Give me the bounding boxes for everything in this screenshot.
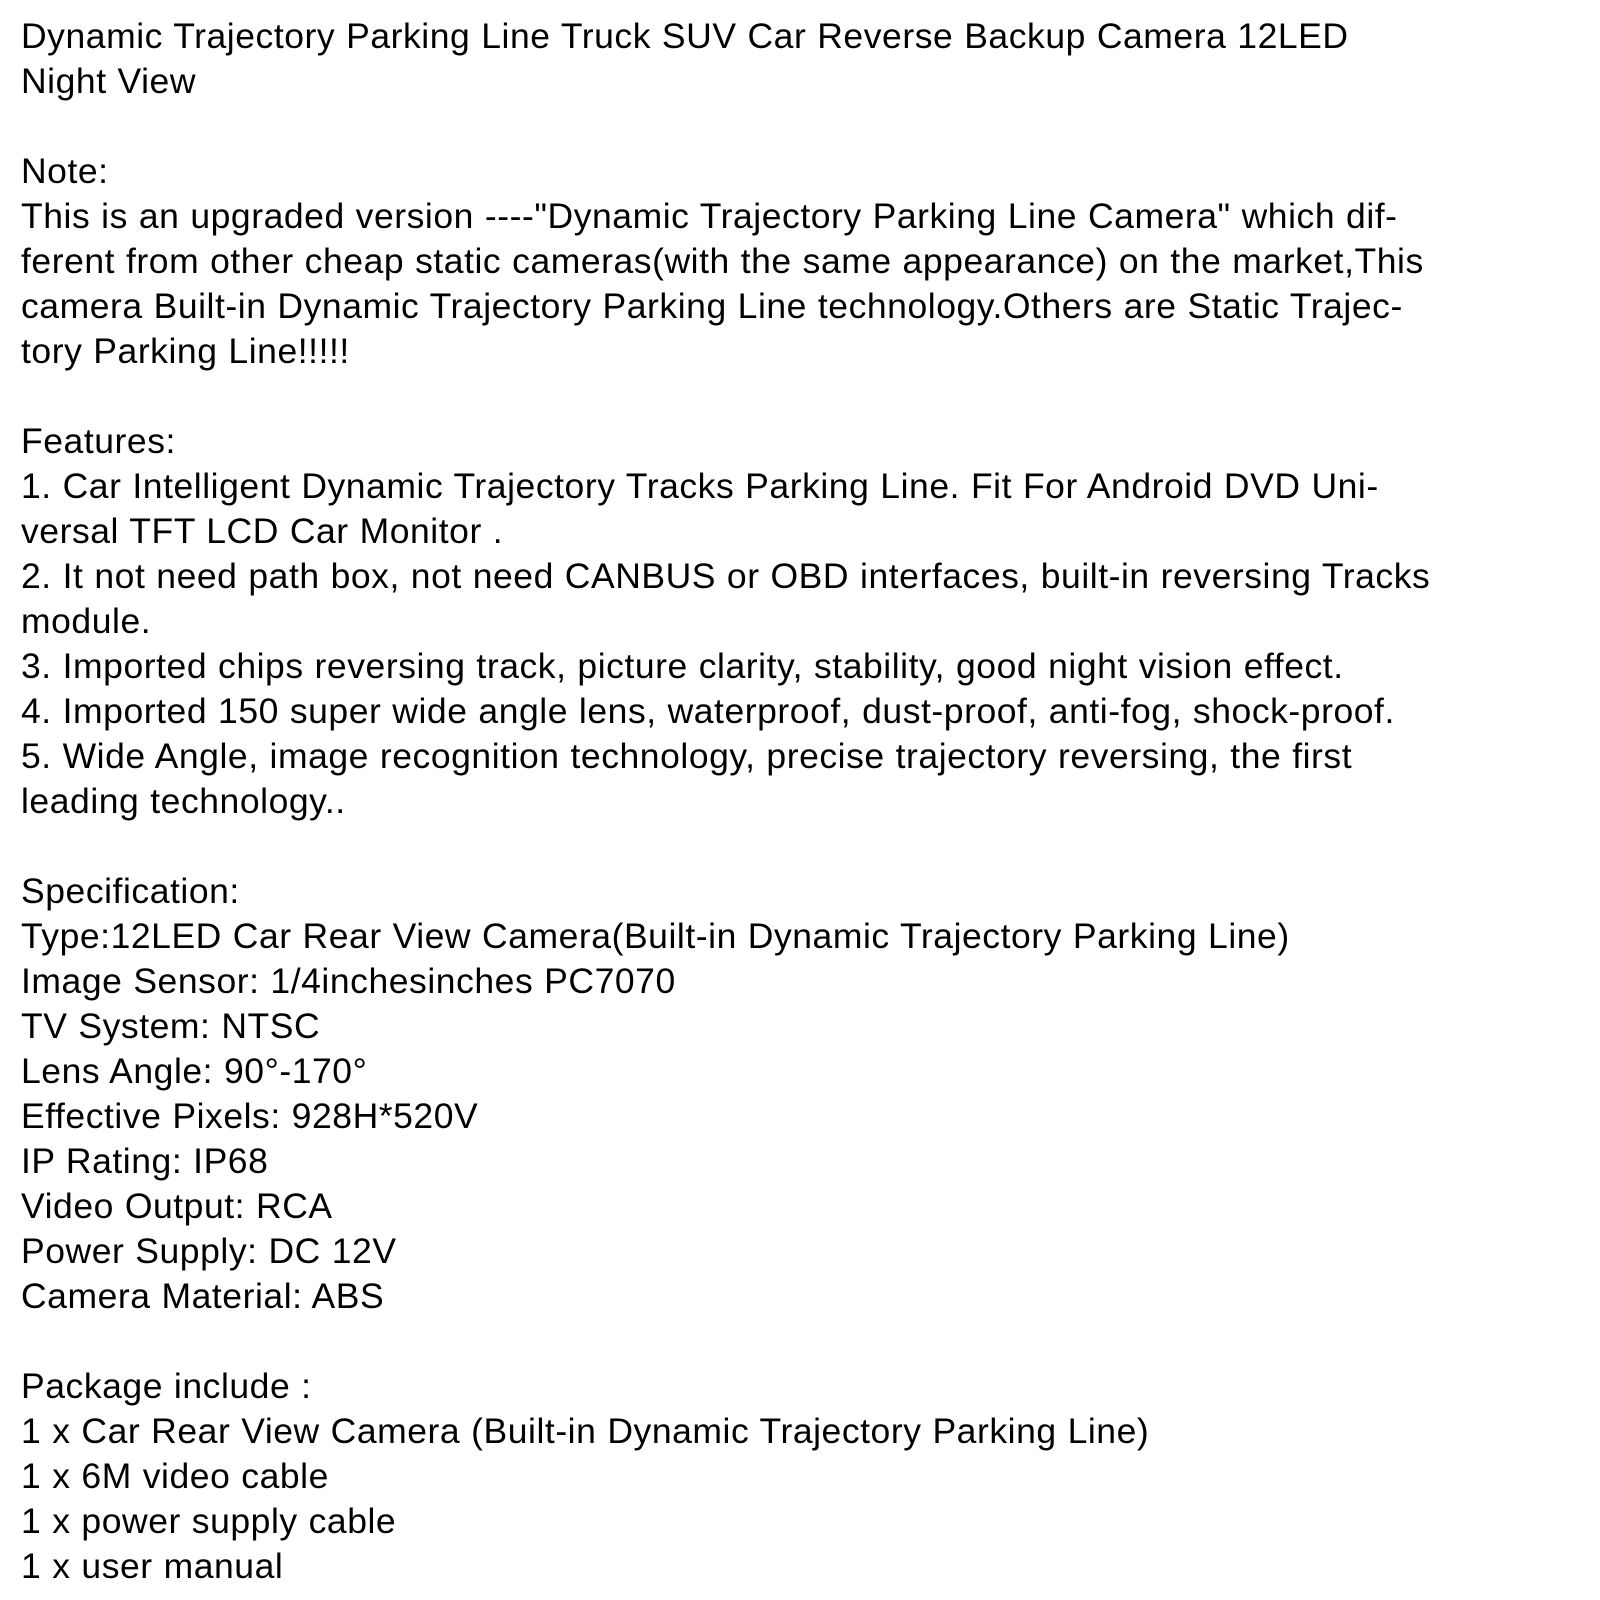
- spec-line: Video Output: RCA: [21, 1186, 333, 1226]
- spacer: [21, 104, 1586, 149]
- spacer: [21, 824, 1586, 869]
- note-heading: Note:: [21, 151, 109, 191]
- spec-line: Type:12LED Car Rear View Camera(Built-in Dynamic Trajectory Parking Line): [21, 916, 1290, 956]
- product-description: [21, 14, 1586, 1589]
- package-line: 1 x Car Rear View Camera (Built-in Dynamic Trajectory Parking Line): [21, 1411, 1150, 1451]
- package-line: 1 x power supply cable: [21, 1501, 397, 1541]
- feature-line: 1. Car Intelligent Dynamic Trajectory Tracks Parking Line. Fit For Android DVD Uni-: [21, 466, 1379, 506]
- features-heading: Features:: [21, 421, 176, 461]
- spec-line: Lens Angle: 90°-170°: [21, 1051, 368, 1091]
- spec-line: Effective Pixels: 928H*520V: [21, 1096, 479, 1136]
- feature-line: 4. Imported 150 super wide angle lens, waterproof, dust-proof, anti-fog, shock-proof.: [21, 691, 1395, 731]
- spacer: [21, 374, 1586, 419]
- feature-line: 2. It not need path box, not need CANBUS or OBD interfaces, built-in reversing Tracks: [21, 556, 1431, 596]
- note-section: [21, 149, 1586, 374]
- spec-line: Power Supply: DC 12V: [21, 1231, 397, 1271]
- spec-line: IP Rating: IP68: [21, 1141, 269, 1181]
- spec-line: Image Sensor: 1/4inchesinches PC7070: [21, 961, 676, 1001]
- spec-line: TV System: NTSC: [21, 1006, 321, 1046]
- feature-line: 5. Wide Angle, image recognition technology, precise trajectory reversing, the first: [21, 736, 1353, 776]
- package-line: 1 x user manual: [21, 1546, 284, 1586]
- package-section: [21, 1364, 1586, 1589]
- title-line: Dynamic Trajectory Parking Line Truck SUV Car Reverse Backup Camera 12LED: [21, 16, 1349, 56]
- feature-line: module.: [21, 601, 152, 641]
- specification-heading: Specification:: [21, 871, 240, 911]
- note-line: This is an upgraded version ----"Dynamic Trajectory Parking Line Camera" which dif-: [21, 196, 1398, 236]
- package-line: 1 x 6M video cable: [21, 1456, 329, 1496]
- note-line: tory Parking Line!!!!!: [21, 331, 350, 371]
- title-line: Night View: [21, 61, 197, 101]
- features-section: [21, 419, 1586, 824]
- spacer: [21, 1319, 1586, 1364]
- package-heading: Package include :: [21, 1366, 312, 1406]
- spec-line: Camera Material: ABS: [21, 1276, 385, 1316]
- feature-line: versal TFT LCD Car Monitor .: [21, 511, 504, 551]
- feature-line: leading technology..: [21, 781, 346, 821]
- title-block: [21, 14, 1586, 104]
- specification-section: [21, 869, 1586, 1319]
- feature-line: 3. Imported chips reversing track, picture clarity, stability, good night vision effect.: [21, 646, 1344, 686]
- note-line: ferent from other cheap static cameras(with the same appearance) on the market,This: [21, 241, 1424, 281]
- note-line: camera Built-in Dynamic Trajectory Parking Line technology.Others are Static Trajec-: [21, 286, 1403, 326]
